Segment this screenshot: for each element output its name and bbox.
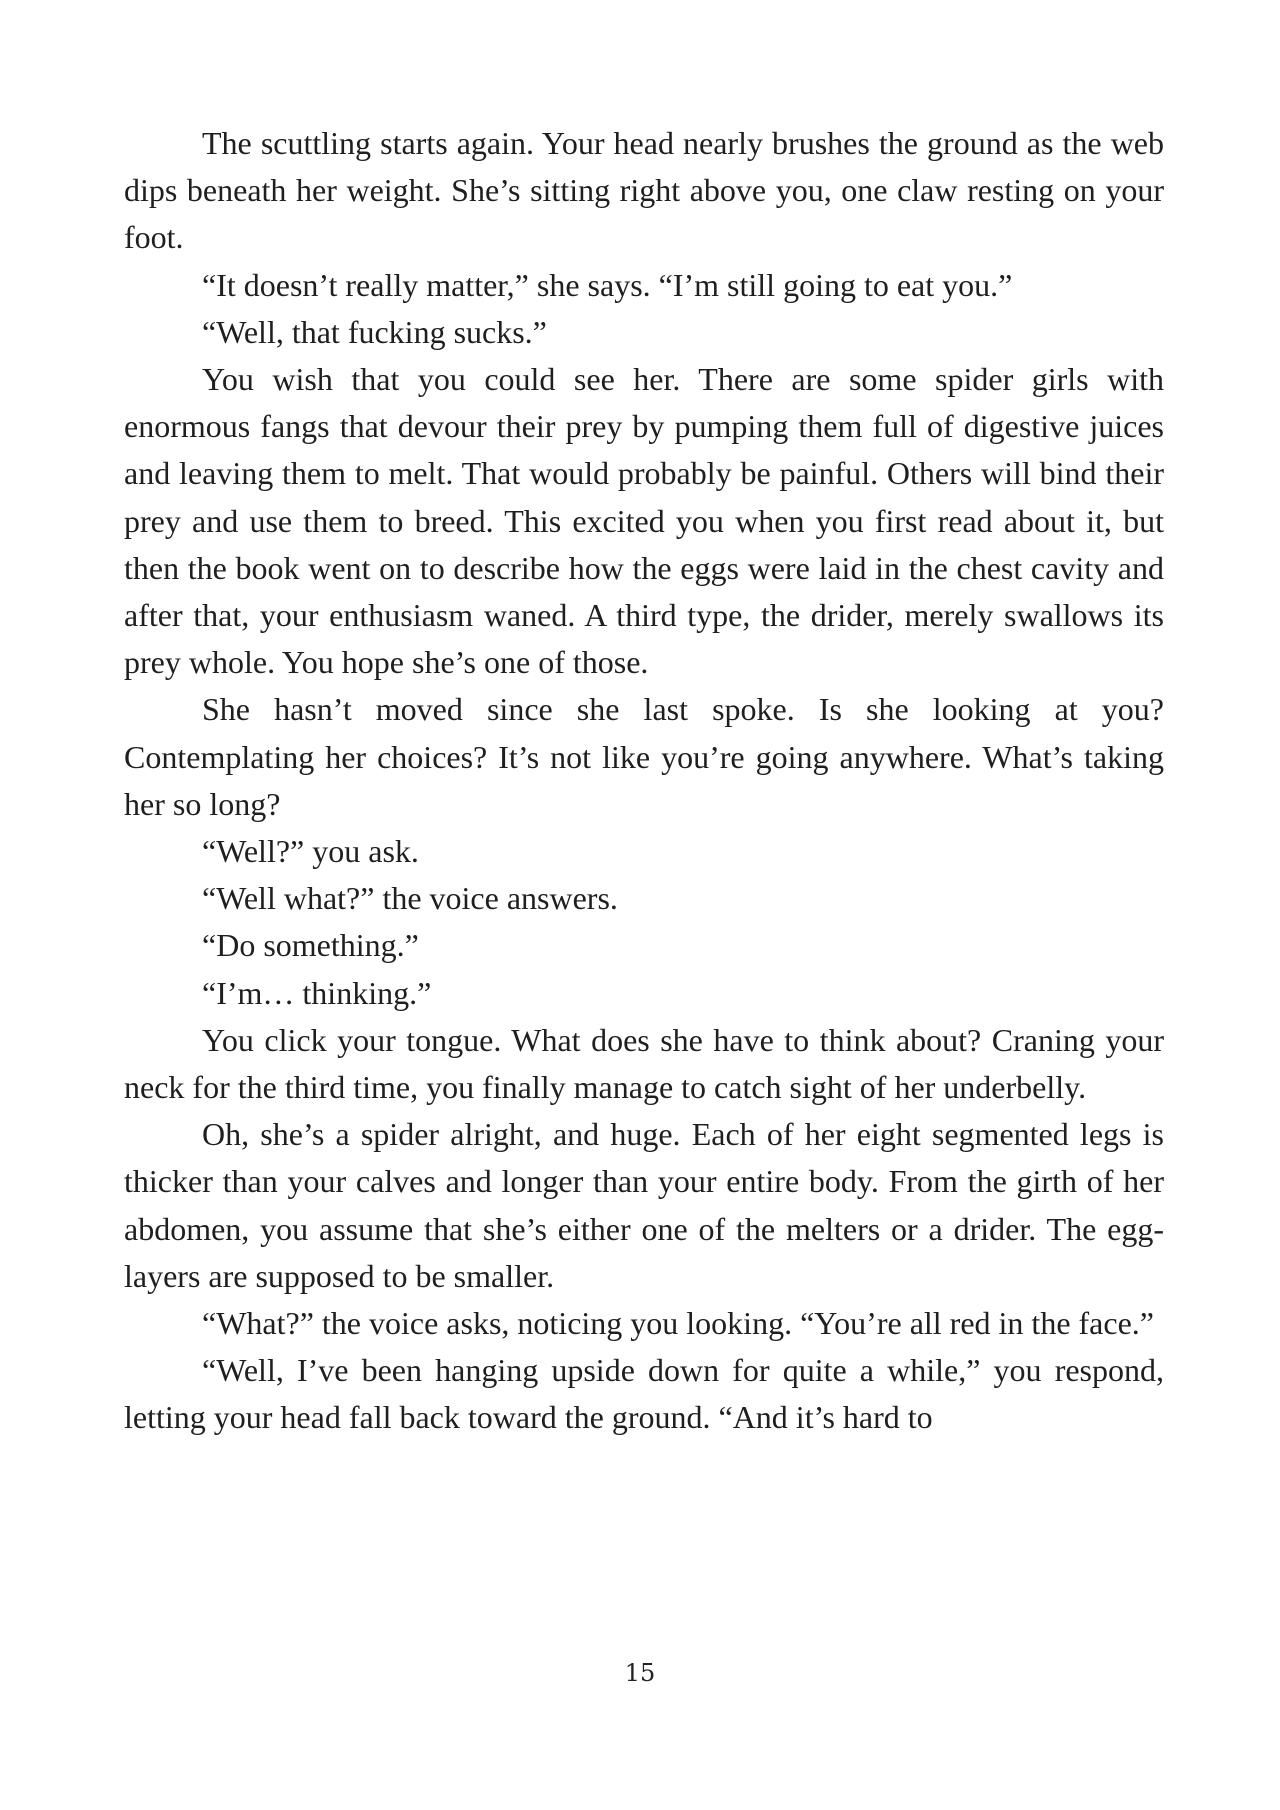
paragraph: “Well what?” the voice answers. bbox=[202, 880, 618, 917]
paragraph: “Well, that fucking sucks.” bbox=[202, 313, 547, 350]
paragraph: “I’m… thinking.” bbox=[202, 974, 432, 1011]
paragraph: “It doesn’t really matter,” she says. “I’m still going to eat you.” bbox=[202, 266, 1013, 303]
paragraph: “Well, I’ve been hanging upside down for quite a while,” you respond, letting your head fall back toward the ground. “And it’s hard to bbox=[124, 1352, 1164, 1436]
paragraph: “What?” the voice asks, noticing you looking. “You’re all red in the face.” bbox=[202, 1305, 1154, 1342]
page-number: 15 bbox=[624, 1659, 656, 1687]
paragraph: Oh, she’s a spider alright, and huge. Each of her eight segmented legs is thicker than your calves and longer than your entire body. From the girth of her abdomen, you assume that she’s either one of the melters or a drider. The egg-layers are supposed to be smaller. bbox=[124, 1116, 1164, 1294]
body-text bbox=[124, 120, 1164, 1442]
paragraph: She hasn’t moved since she last spoke. Is she looking at you? Contemplating her choices? It’s not like you’re going anywhere. What’s taking her so long? bbox=[124, 691, 1164, 822]
paragraph: You click your tongue. What does she have to think about? Craning your neck for the third time, you finally manage to catch sight of her underbelly. bbox=[124, 1021, 1164, 1106]
paragraph: “Do something.” bbox=[202, 927, 419, 964]
paragraph: “Well?” you ask. bbox=[202, 833, 419, 870]
paragraph: The scuttling starts again. Your head nearly brushes the ground as the web dips beneath her weight. She’s sitting right above you, one claw resting on your foot. bbox=[124, 125, 1164, 256]
paragraph: You wish that you could see her. There are some spider girls with enormous fangs that devour their prey by pumping them full of digestive juices and leaving them to melt. That would probably be painful. Others will bind their prey and use them to breed. This excited you when you first read about it, but then the book went on to describe how the eggs were laid in the chest cavity and after that, your enthusiasm waned. A third type, the drider, merely swallows its prey whole. You hope she’s one of those. bbox=[124, 361, 1164, 681]
